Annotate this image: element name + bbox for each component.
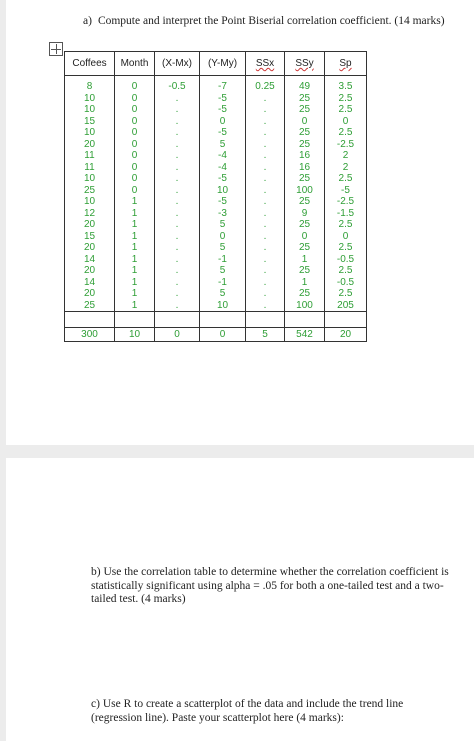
header-coffees: Coffees xyxy=(65,52,115,76)
table-cell: 2 xyxy=(342,161,349,173)
header-sp: Sp xyxy=(325,52,367,76)
header-x-minus-mx: (X-Mx) xyxy=(155,52,200,76)
table-cell: 25 xyxy=(298,219,311,230)
question-c-label: c) xyxy=(91,698,100,710)
table-cell: . xyxy=(263,92,267,104)
table-cell: . xyxy=(175,265,179,276)
table-cell: 25 xyxy=(298,127,311,138)
table-cell: 20 xyxy=(83,265,96,276)
table-cell: 1 xyxy=(131,276,138,288)
total-month: 10 xyxy=(115,328,155,342)
column-sp-values xyxy=(325,76,367,312)
table-cell: . xyxy=(263,219,267,230)
table-cell: . xyxy=(175,230,179,242)
table-cell: . xyxy=(175,150,179,161)
table-cell: 1 xyxy=(131,253,138,265)
table-cell: 5 xyxy=(219,242,226,253)
table-cell: . xyxy=(263,196,267,207)
question-b xyxy=(91,566,451,607)
table-cell: 15 xyxy=(83,115,96,127)
table-cell: . xyxy=(175,173,179,184)
table-cell: -2.5 xyxy=(336,138,355,150)
table-cell: 0 xyxy=(131,115,138,127)
table-cell: 0 xyxy=(131,81,138,92)
column-x-minus-mx-values xyxy=(155,76,200,312)
table-cell: 0 xyxy=(301,115,308,127)
table-cell: 11 xyxy=(84,150,95,161)
header-month: Month xyxy=(115,52,155,76)
page-2 xyxy=(6,458,474,741)
table-cell: 100 xyxy=(296,299,313,311)
table-cell: . xyxy=(175,161,179,173)
table-cell: . xyxy=(175,196,179,207)
table-cell: 0 xyxy=(131,184,138,196)
table-cell: 2.5 xyxy=(338,104,353,115)
table-cell: 1 xyxy=(131,207,138,219)
table-cell: . xyxy=(175,207,179,219)
table-cell: 16 xyxy=(298,150,311,161)
table-cell: . xyxy=(175,127,179,138)
table-cell: 10 xyxy=(83,196,96,207)
table-cell: . xyxy=(263,276,267,288)
table-cell: 12 xyxy=(83,207,96,219)
table-cell: 20 xyxy=(83,288,96,299)
table-cell: 0 xyxy=(219,230,226,242)
table-cell: 2.5 xyxy=(338,242,353,253)
table-cell: 25 xyxy=(298,104,311,115)
table-cell: -5 xyxy=(218,173,227,184)
table-cell: 10 xyxy=(216,299,229,311)
table-cell: 2.5 xyxy=(338,127,353,138)
column-ssy-values xyxy=(285,76,325,312)
table-cell: 1 xyxy=(131,219,138,230)
table-cell: . xyxy=(175,92,179,104)
table-cell: 5 xyxy=(219,138,226,150)
table-cell: 25 xyxy=(298,92,311,104)
table-cell: 0.25 xyxy=(255,81,275,92)
table-move-handle-icon[interactable] xyxy=(49,42,63,56)
table-cell: 5 xyxy=(219,288,226,299)
table-gap-row xyxy=(65,312,367,328)
table-cell: . xyxy=(263,265,267,276)
table-cell: -0.5 xyxy=(336,276,355,288)
table-cell: -4 xyxy=(218,161,227,173)
table-cell: -0.5 xyxy=(168,81,186,92)
table-cell: 2.5 xyxy=(338,173,353,184)
table-cell: 1 xyxy=(131,230,138,242)
table-cell: -5 xyxy=(218,127,227,138)
question-a-label: a) xyxy=(83,15,92,27)
table-cell: 5 xyxy=(219,265,226,276)
table-cell: 25 xyxy=(298,288,311,299)
question-c-text: Use R to create a scatterplot of the data and include the trend line (regression line). Paste your scatterplot here (4 marks): xyxy=(91,698,404,724)
table-cell: 10 xyxy=(216,184,229,196)
table-cell: . xyxy=(263,253,267,265)
table-cell: 8 xyxy=(86,81,93,92)
table-cell: 1 xyxy=(131,242,138,253)
table-cell: 2 xyxy=(342,150,349,161)
table-cell: 10 xyxy=(83,104,96,115)
table-cell: 25 xyxy=(298,196,311,207)
header-ssx: SSx xyxy=(246,52,285,76)
table-cell: . xyxy=(175,299,179,311)
table-cell: 15 xyxy=(83,230,96,242)
table-cell: 10 xyxy=(83,127,96,138)
table-body-row xyxy=(65,76,367,312)
column-y-minus-my-values xyxy=(200,76,246,312)
table-cell: 2.5 xyxy=(338,92,353,104)
table-cell: 0 xyxy=(131,127,138,138)
table-cell: . xyxy=(263,150,267,161)
table-cell: 3.5 xyxy=(338,81,353,92)
table-cell: 0 xyxy=(131,104,138,115)
table-cell: -5 xyxy=(218,92,227,104)
table-cell: . xyxy=(263,288,267,299)
table-cell: . xyxy=(175,104,179,115)
question-b-label: b) xyxy=(91,566,101,578)
table-cell: -0.5 xyxy=(336,253,355,265)
table-cell: . xyxy=(175,115,179,127)
table-cell: 0 xyxy=(131,173,138,184)
header-y-minus-my: (Y-My) xyxy=(200,52,246,76)
table-cell: 9 xyxy=(301,207,308,219)
table-cell: -3 xyxy=(218,207,227,219)
total-ssy: 542 xyxy=(285,328,325,342)
table-cell: 0 xyxy=(342,230,349,242)
table-cell: 1 xyxy=(301,253,308,265)
table-cell: 16 xyxy=(298,161,311,173)
table-cell: 1 xyxy=(301,276,308,288)
table-cell: 0 xyxy=(219,115,226,127)
table-cell: 20 xyxy=(83,219,96,230)
table-cell: 25 xyxy=(83,299,96,311)
table-cell: 2.5 xyxy=(338,288,353,299)
table-cell: 1 xyxy=(131,288,138,299)
total-x-minus-mx: 0 xyxy=(155,328,200,342)
table-cell: 10 xyxy=(83,92,96,104)
table-cell: -1 xyxy=(218,253,227,265)
table-cell: 0 xyxy=(301,230,308,242)
table-cell: 100 xyxy=(296,184,313,196)
table-cell: -5 xyxy=(218,104,227,115)
table-cell: 0 xyxy=(131,92,138,104)
table-cell: -7 xyxy=(218,81,227,92)
table-cell: 14 xyxy=(83,276,96,288)
table-cell: . xyxy=(263,173,267,184)
header-ssy: SSy xyxy=(285,52,325,76)
table-cell: -5 xyxy=(341,184,350,196)
column-ssx-values xyxy=(246,76,285,312)
table-cell: 10 xyxy=(83,173,96,184)
table-cell: 0 xyxy=(342,115,349,127)
table-cell: . xyxy=(175,219,179,230)
table-cell: 5 xyxy=(219,219,226,230)
question-a xyxy=(83,14,463,28)
table-cell: . xyxy=(175,138,179,150)
table-cell: . xyxy=(175,242,179,253)
table-cell: 49 xyxy=(298,81,311,92)
total-coffees: 300 xyxy=(65,328,115,342)
table-totals-row xyxy=(65,328,367,342)
question-c xyxy=(91,698,451,725)
column-coffees-values xyxy=(65,76,115,312)
table-cell: . xyxy=(263,230,267,242)
table-cell: . xyxy=(263,184,267,196)
table-cell: -1 xyxy=(218,276,227,288)
table-cell: 2.5 xyxy=(338,265,353,276)
table-cell: . xyxy=(175,276,179,288)
table-cell: 14 xyxy=(83,253,96,265)
table-header-row xyxy=(65,52,367,76)
table-cell: . xyxy=(263,115,267,127)
page-1 xyxy=(6,0,474,445)
table-cell: 205 xyxy=(337,299,354,311)
total-sp: 20 xyxy=(325,328,367,342)
table-cell: -5 xyxy=(218,196,227,207)
table-cell: 11 xyxy=(84,161,95,173)
question-a-text: Compute and interpret the Point Biserial correlation coefficient. (14 marks) xyxy=(97,15,445,27)
table-cell: -1.5 xyxy=(336,207,355,219)
table-cell: -2.5 xyxy=(336,196,355,207)
table-cell: 1 xyxy=(131,265,138,276)
table-cell: 20 xyxy=(83,138,96,150)
table-cell: 25 xyxy=(298,173,311,184)
total-ssx: 5 xyxy=(246,328,285,342)
table-cell: 1 xyxy=(131,299,138,311)
table-cell: 25 xyxy=(83,184,96,196)
column-month-values xyxy=(115,76,155,312)
table-cell: 20 xyxy=(83,242,96,253)
table-cell: . xyxy=(263,207,267,219)
table-cell: 1 xyxy=(131,196,138,207)
table-cell: . xyxy=(263,161,267,173)
table-cell: -4 xyxy=(218,150,227,161)
table-cell: . xyxy=(263,299,267,311)
table-cell: 25 xyxy=(298,265,311,276)
total-y-minus-my: 0 xyxy=(200,328,246,342)
table-cell: . xyxy=(263,127,267,138)
data-table xyxy=(64,51,367,342)
table-cell: . xyxy=(263,138,267,150)
table-cell: 2.5 xyxy=(338,219,353,230)
table-cell: . xyxy=(263,242,267,253)
table-cell: 0 xyxy=(131,138,138,150)
table-cell: . xyxy=(263,104,267,115)
table-cell: 0 xyxy=(131,161,138,173)
question-b-text: Use the correlation table to determine whether the correlation coefficient is statistically significant using alpha = .05 for both a one-tailed test and a two-tailed test. (4 marks) xyxy=(91,566,449,605)
table-cell: 0 xyxy=(131,150,138,161)
table-cell: 25 xyxy=(298,242,311,253)
table-cell: . xyxy=(175,253,179,265)
table-cell: . xyxy=(175,184,179,196)
table-cell: . xyxy=(175,288,179,299)
table-cell: 25 xyxy=(298,138,311,150)
